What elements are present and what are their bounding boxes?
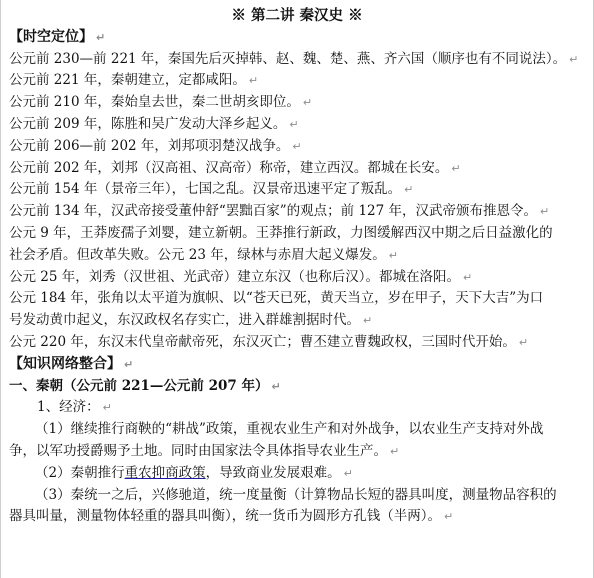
paragraph-mark-icon: ↵ [363, 314, 373, 328]
timeline-text: 公元前 206—前 202 年，刘邦项羽楚汉战争。 [9, 137, 290, 154]
timeline-line [9, 288, 585, 310]
paragraph-mark-icon: ↵ [540, 205, 550, 219]
body-paragraph-line [9, 485, 585, 507]
paragraph-mark-icon: ↵ [390, 444, 400, 458]
timeline-line [9, 245, 585, 267]
body-paragraph-line [9, 463, 585, 485]
body-paragraph-line [9, 441, 585, 463]
body-text: （1）继续推行商鞅的“耕战”政策，重视农业生产和对外战争，以农业生产支持对外战 [35, 421, 544, 438]
paragraph-mark-icon: ↵ [124, 357, 134, 371]
body-text: 争，以军功授爵赐予土地。同时由国家法令具体指导农业生产。 [9, 442, 387, 459]
timeline-text: 公元前 202 年，刘邦（汉高祖、汉高帝）称帝，建立西汉。都城在长安。 [9, 159, 449, 176]
timeline-line [9, 201, 585, 223]
section-heading-network [9, 354, 585, 376]
paragraph-mark-icon: ↵ [451, 161, 461, 175]
paragraph-mark-icon: ↵ [463, 270, 473, 284]
timeline-line [9, 136, 585, 158]
heading-qin-dynasty-text: 一、秦朝（公元前 221—公元前 207 年） [9, 377, 269, 394]
underlined-term: 重农抑商政策 [124, 464, 206, 481]
timeline-text: 公元前 221 年，秦朝建立，定都咸阳。 [9, 72, 246, 89]
paragraph-mark-icon: ↵ [302, 96, 313, 110]
paragraph-mark-icon: ↵ [289, 117, 299, 131]
timeline-line [9, 158, 585, 180]
timeline-line [9, 223, 585, 245]
timeline-line [9, 332, 585, 354]
timeline-text: 号发动黄巾起义，东汉政权名存实亡，进入群雄割据时代。 [9, 312, 360, 329]
paragraph-mark-icon: ↵ [518, 335, 529, 349]
paragraph-mark-icon: ↵ [343, 466, 353, 480]
paragraph-mark-icon: ↵ [388, 248, 398, 262]
paragraph-mark-icon: ↵ [248, 74, 259, 88]
lecture-title-text: ※ 第二讲 秦汉史 ※ [231, 7, 363, 24]
timeline-text: 公元前 230—前 221 年，秦国先后灭掉韩、赵、魏、楚、燕、齐六国（顺序也有不同说法）。 [9, 50, 567, 67]
heading-economy [9, 397, 585, 419]
timeline-line [9, 70, 585, 92]
body-text: （2）秦朝推行 [35, 464, 125, 481]
paragraph-mark-icon: ↵ [96, 30, 106, 44]
lecture-title [9, 5, 585, 27]
body-paragraph-line [9, 506, 585, 528]
timeline-line [9, 92, 585, 114]
body-text: （3）秦统一之后，兴修驰道，统一度量衡（计算物品长短的器具叫度，测量物品容积的 [35, 486, 557, 503]
timeline-line [9, 179, 585, 201]
timeline-text: 公元 25 年，刘秀（汉世祖、光武帝）建立东汉（也称后汉）。都城在洛阳。 [9, 268, 461, 285]
timeline-text: 公元 9 年，王莽废孺子刘婴，建立新朝。王莽推行新政，力图缓解西汉中期之后日益激化的 [9, 224, 553, 241]
paragraph-mark-icon: ↵ [569, 52, 579, 66]
paragraph-mark-icon: ↵ [292, 139, 302, 153]
body-text: 器具叫量，测量物体轻重的器具叫衡），统一货币为圆形方孔钱（半两）。 [9, 508, 441, 525]
heading-qin-dynasty [9, 376, 585, 398]
paragraph-mark-icon: ↵ [444, 510, 454, 524]
section-heading-spacetime-text: 【时空定位】 [9, 28, 93, 45]
section-heading-network-text: 【知识网络整合】 [9, 355, 121, 372]
timeline-line [9, 267, 585, 289]
timeline-text: 公元前 210 年，秦始皇去世，秦二世胡亥即位。 [9, 94, 300, 111]
heading-economy-text: 1、经济： [37, 399, 100, 416]
timeline-text: 公元 220 年，东汉末代皇帝献帝死，东汉灭亡；曹丕建立曹魏政权，三国时代开始。 [9, 333, 516, 350]
timeline-line [9, 114, 585, 136]
body-text: ，导致商业发展艰难。 [205, 464, 341, 481]
section-heading-spacetime [9, 27, 585, 49]
body-paragraph-line [9, 419, 585, 441]
timeline-line [9, 310, 585, 332]
timeline-text: 公元前 209 年，陈胜和吴广发动大泽乡起义。 [9, 115, 287, 132]
paragraph-mark-icon: ↵ [102, 401, 112, 415]
paragraph-mark-icon: ↵ [271, 379, 281, 393]
timeline-text: 公元前 154 年（景帝三年），七国之乱。汉景帝迅速平定了叛乱。 [9, 181, 402, 198]
timeline-line [9, 49, 585, 71]
timeline-text: 公元 184 年，张角以太平道为旗帜、以“苍天已死，黄天当立，岁在甲子，天下大吉”为口 [9, 290, 544, 307]
timeline-text: 公元前 134 年，汉武帝接受董仲舒“罢黜百家”的观点；前 127 年，汉武帝颁布推恩令。 [9, 203, 538, 220]
paragraph-mark-icon: ↵ [404, 183, 414, 197]
timeline-text: 社会矛盾。但改革失败。公元 23 年，绿林与赤眉大起义爆发。 [9, 246, 386, 263]
